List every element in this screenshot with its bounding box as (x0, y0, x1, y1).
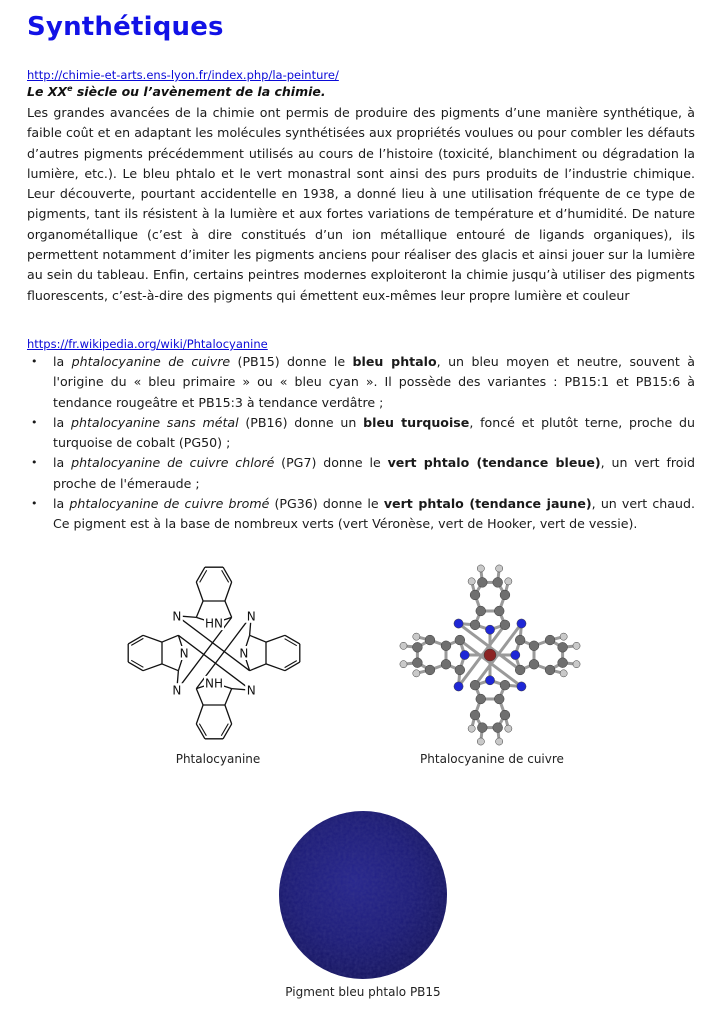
double-bond-line (222, 570, 229, 582)
bond-line (143, 664, 162, 671)
hydrogen-atom (413, 633, 420, 640)
intro-paragraph: Les grandes avancées de la chimie ont permis de produire des pigments d’une manière synthétique, à faible coût et en adaptant les molécules synthétisées aux propriétés voulues ou pour combler les défauts d’autres pigments précédemment utilisés au cours de l’histoire (toxicité, blanchiment ou dégradation la lumière, etc.). Le bleu phtalo et le vert monastral sont ainsi des purs produits de l’industrie chimique. Leur découverte, pourtant accidentelle en 1938, a donné lieu à une utilisation fréquente de ce type de pigments, tant ils résistent à la lumière et aux fortes variations de température et d’humidité. De nature organométallique (c’est à dire constitués d’un ion métallique entouré de ligands organiques), ils permettent notamment d’imiter les pigments anciens pour réaliser des glacis et ainsi jouer sur la lumière au sein du tableau. Enfin, certains peintres modernes exploiteront la chimie jusqu’à utiliser des pigments fluorescents, c’est-à-dire des pigments qui émettent eux-mêmes leur propre lumière et couleur (27, 105, 695, 303)
hydrogen-atom (573, 661, 580, 668)
hydrogen-atom (505, 578, 512, 585)
atom-label: N (179, 646, 189, 661)
atom-label: HN (205, 616, 223, 631)
carbon-atom (441, 659, 451, 669)
list-item: • la phtalocyanine de cuivre (PB15) donne le bleu phtalo, un bleu moyen et neutre, souvent à l'origine du « bleu primaire » ou « bleu cyan ». Il possède des variantes : PB15:1 et PB15:6 à tendance rougeâtre et PB15:3 à tendance verdâtre ; (31, 354, 695, 410)
hydrogen-atom (468, 725, 475, 732)
carbon-atom (477, 578, 487, 588)
bond-line (196, 705, 203, 724)
bond-line (266, 635, 285, 642)
double-bond-line (285, 639, 297, 646)
bond-line (196, 582, 203, 601)
nitrogen-atom (511, 650, 520, 659)
bond-line (225, 601, 232, 617)
double-bond-line (285, 661, 297, 668)
carbon-atom (425, 665, 435, 675)
carbon-atom (558, 642, 568, 652)
hydrogen-atom (477, 565, 484, 572)
pigment-list (27, 352, 695, 535)
carbon-atom (455, 635, 465, 645)
carbon-atom (500, 710, 510, 720)
bond-line (250, 664, 266, 671)
carbon-atom (529, 659, 539, 669)
carbon-atom (477, 723, 487, 733)
pigment-powder-photo (278, 810, 448, 980)
pigment-caption: Pigment bleu phtalo PB15 (285, 985, 441, 999)
page-title: Synthétiques (27, 12, 224, 42)
hydrogen-atom (400, 661, 407, 668)
carbon-atom (500, 620, 510, 630)
carbon-atom (545, 665, 555, 675)
bond-line (250, 635, 266, 642)
carbon-atom (470, 590, 480, 600)
hydrogen-atom (573, 642, 580, 649)
nitrogen-atom (485, 676, 494, 685)
carbon-atom (515, 635, 525, 645)
bullet-marker: • (31, 497, 38, 511)
carbon-atom (413, 642, 423, 652)
atom-label: N (239, 646, 249, 661)
source-link-wikipedia[interactable]: https://fr.wikipedia.org/wiki/Phtalocyanine (27, 337, 268, 351)
bond-line (225, 582, 232, 601)
carbon-atom (494, 694, 504, 704)
atom-label: N (246, 609, 256, 624)
phthalocyanine-structure-diagram (118, 555, 318, 751)
atom-label: N (172, 609, 182, 624)
carbon-atom (425, 635, 435, 645)
hydrogen-atom (560, 670, 567, 677)
carbon-atom (413, 658, 423, 668)
carbon-atom (470, 620, 480, 630)
double-bond-line (131, 638, 143, 645)
carbon-atom (441, 641, 451, 651)
carbon-atom (515, 665, 525, 675)
bond-line (266, 664, 285, 671)
carbon-atom (493, 723, 503, 733)
carbon-atom (470, 710, 480, 720)
atom-label: N (246, 683, 256, 698)
bond-line (196, 601, 203, 617)
carbon-atom (529, 641, 539, 651)
list-item: • la phtalocyanine sans métal (PB16) donne un bleu turquoise, foncé et plutôt terne, proche du turquoise de cobalt (PG50) ; (31, 414, 695, 451)
copper-phthalocyanine-model (386, 556, 598, 752)
carbon-atom (558, 658, 568, 668)
carbon-atom (476, 694, 486, 704)
nitrogen-atom (517, 682, 526, 691)
atom-label: N (172, 683, 182, 698)
bond-line (196, 689, 203, 705)
copper-atom (484, 649, 496, 661)
list-item: • la phtalocyanine de cuivre bromé (PG36) donne le vert phtalo (tendance jaune), un vert chaud. Ce pigment est à la base de nombreux verts (vert Véronèse, vert de Hooker, vert de vessie). (31, 496, 695, 532)
carbon-atom (470, 680, 480, 690)
structure-caption: Phtalocyanine (175, 752, 261, 766)
bond-line (225, 689, 232, 705)
hydrogen-atom (560, 633, 567, 640)
bond-line (246, 635, 250, 646)
bond-line (225, 705, 232, 724)
nitrogen-atom (517, 619, 526, 628)
hydrogen-atom (496, 565, 503, 572)
list-item: • la phtalocyanine de cuivre chloré (PG7) donne le vert phtalo (tendance bleue), un vert froid proche de l'émeraude ; (31, 455, 695, 491)
nitrogen-atom (485, 625, 494, 634)
hydrogen-atom (505, 725, 512, 732)
hydrogen-atom (400, 642, 407, 649)
source-link-chimie-et-arts[interactable]: http://chimie-et-arts.ens-lyon.fr/index.php/la-peinture/ (27, 68, 339, 82)
carbon-atom (494, 606, 504, 616)
bullet-marker: • (31, 456, 38, 470)
nitrogen-atom (454, 619, 463, 628)
bullet-marker: • (31, 415, 38, 429)
carbon-atom (476, 606, 486, 616)
carbon-atom (455, 665, 465, 675)
bullet-marker: • (31, 355, 38, 368)
double-bond-line (221, 724, 228, 736)
carbon-atom (500, 680, 510, 690)
nitrogen-atom (460, 650, 469, 659)
bond-line (178, 659, 182, 670)
carbon-atom (493, 578, 503, 588)
bond-line (162, 664, 178, 671)
atom-label: NH (205, 676, 223, 691)
double-bond-line (200, 570, 207, 582)
double-bond-line (131, 660, 143, 667)
section-subtitle: Le XXe siècle ou l’avènement de la chimie. (27, 84, 326, 100)
model-caption: Phtalocyanine de cuivre (420, 752, 564, 766)
hydrogen-atom (413, 670, 420, 677)
nitrogen-atom (454, 682, 463, 691)
carbon-atom (545, 635, 555, 645)
hydrogen-atom (477, 738, 484, 745)
bond-line (143, 635, 162, 642)
hydrogen-atom (468, 578, 475, 585)
bond-line (162, 635, 178, 642)
hydrogen-atom (496, 738, 503, 745)
double-bond-line (199, 724, 206, 736)
carbon-atom (500, 590, 510, 600)
